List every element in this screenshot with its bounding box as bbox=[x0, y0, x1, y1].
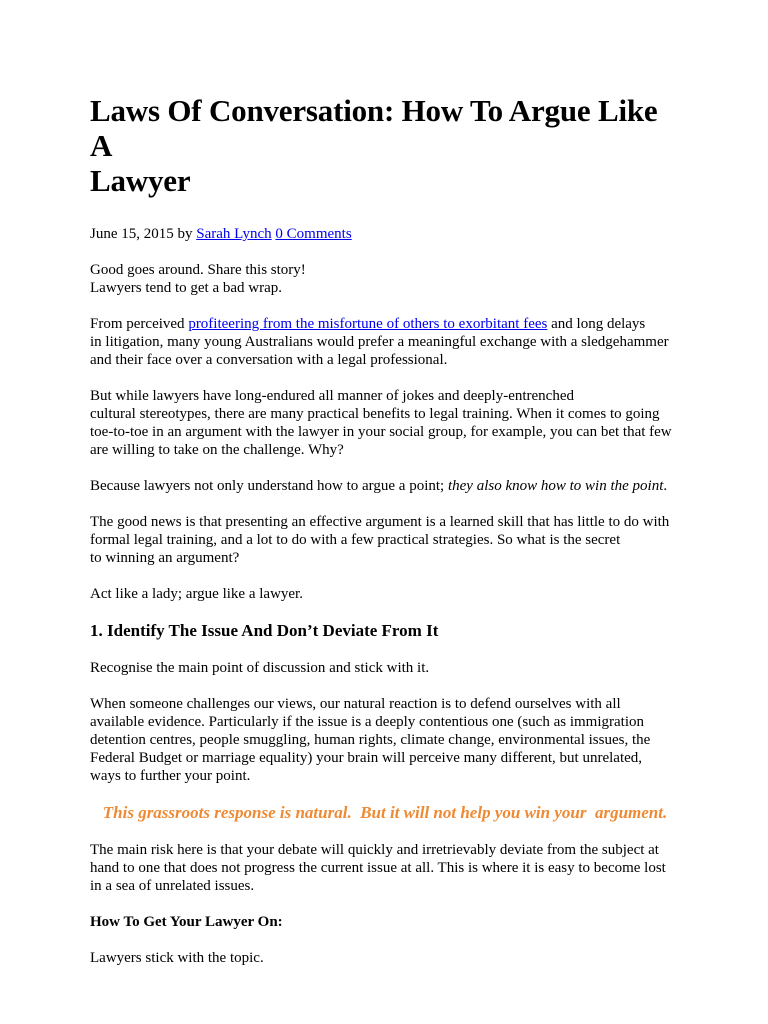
paragraph-5 bbox=[90, 513, 680, 567]
publish-date: June 15, 2015 bbox=[90, 226, 174, 242]
paragraph-8-line-4: Federal Budget or marriage equality) your brain will perceive many different, but unrelated, bbox=[90, 750, 643, 766]
share-line-text: Good goes around. Share this story! bbox=[90, 262, 306, 278]
paragraph-5-line-2: formal legal training, and a lot to do with a few practical strategies. So what is the secret bbox=[90, 532, 621, 548]
paragraph-2-pre: From perceived bbox=[90, 316, 189, 332]
paragraph-8-line-1: When someone challenges our views, our natural reaction is to defend ourselves with all bbox=[90, 696, 621, 712]
how-to-subheading: How To Get Your Lawyer On: bbox=[90, 914, 283, 930]
paragraph-9-line-3: in a sea of unrelated issues. bbox=[90, 878, 255, 894]
paragraph-5-line-1: The good news is that presenting an effective argument is a learned skill that has little to do with bbox=[90, 514, 670, 530]
paragraph-4-post: . bbox=[663, 478, 668, 494]
paragraph-10: Lawyers stick with the topic. bbox=[90, 950, 264, 966]
paragraph-9-line-2: hand to one that does not progress the current issue at all. This is where it is easy to become lost bbox=[90, 860, 666, 876]
article bbox=[90, 93, 680, 967]
paragraph-3-line-2: cultural stereotypes, there are many practical benefits to legal training. When it comes to going bbox=[90, 406, 660, 422]
paragraph-6: Act like a lady; argue like a lawyer. bbox=[90, 586, 303, 602]
paragraph-1: Lawyers tend to get a bad wrap. bbox=[90, 280, 283, 296]
paragraph-2 bbox=[90, 315, 680, 369]
paragraph-3 bbox=[90, 387, 680, 459]
article-title bbox=[90, 93, 680, 198]
author-link[interactable]: Sarah Lynch bbox=[196, 226, 272, 242]
paragraph-2-line-3: and their face over a conversation with a legal professional. bbox=[90, 352, 448, 368]
paragraph-9 bbox=[90, 841, 680, 895]
paragraph-7: Recognise the main point of discussion and stick with it. bbox=[90, 660, 430, 676]
paragraph-2-post: and long delays bbox=[547, 316, 646, 332]
paragraph-3-line-1: But while lawyers have long-endured all manner of jokes and deeply-entrenched bbox=[90, 388, 574, 404]
pull-quote: This grassroots response is natural. But it will not help you win your argument. bbox=[102, 803, 668, 822]
article-title-line-2: Lawyer bbox=[90, 163, 191, 198]
paragraph-8-line-2: available evidence. Particularly if the issue is a deeply contentious one (such as immigration bbox=[90, 714, 644, 730]
paragraph-4 bbox=[90, 477, 680, 495]
share-line bbox=[90, 261, 680, 297]
paragraph-4-pre: Because lawyers not only understand how to argue a point; bbox=[90, 478, 448, 494]
paragraph-5-line-3: to winning an argument? bbox=[90, 550, 240, 566]
paragraph-8-line-3: detention centres, people smuggling, human rights, climate change, environmental issues, the bbox=[90, 732, 651, 748]
paragraph-3-line-4: are willing to take on the challenge. Why? bbox=[90, 442, 344, 458]
article-title-line-1: Laws Of Conversation: How To Argue Like A bbox=[90, 93, 658, 163]
article-meta bbox=[90, 225, 680, 243]
paragraph-9-line-1: The main risk here is that your debate will quickly and irretrievably deviate from the subject at bbox=[90, 842, 659, 858]
paragraph-3-line-3: toe-to-toe in an argument with the lawyer in your social group, for example, you can bet that few bbox=[90, 424, 672, 440]
paragraph-8-line-5: ways to further your point. bbox=[90, 768, 251, 784]
comments-link[interactable]: 0 Comments bbox=[275, 226, 352, 242]
paragraph-4-emphasis: they also know how to win the point bbox=[447, 478, 664, 494]
section-1-heading: 1. Identify The Issue And Don’t Deviate From It bbox=[90, 621, 439, 640]
byline-text: by bbox=[173, 226, 197, 242]
paragraph-8 bbox=[90, 695, 680, 785]
paragraph-2-line-2: in litigation, many young Australians would prefer a meaningful exchange with a sledgehammer bbox=[90, 334, 669, 350]
profiteering-link[interactable]: profiteering from the misfortune of others to exorbitant fees bbox=[188, 316, 548, 332]
